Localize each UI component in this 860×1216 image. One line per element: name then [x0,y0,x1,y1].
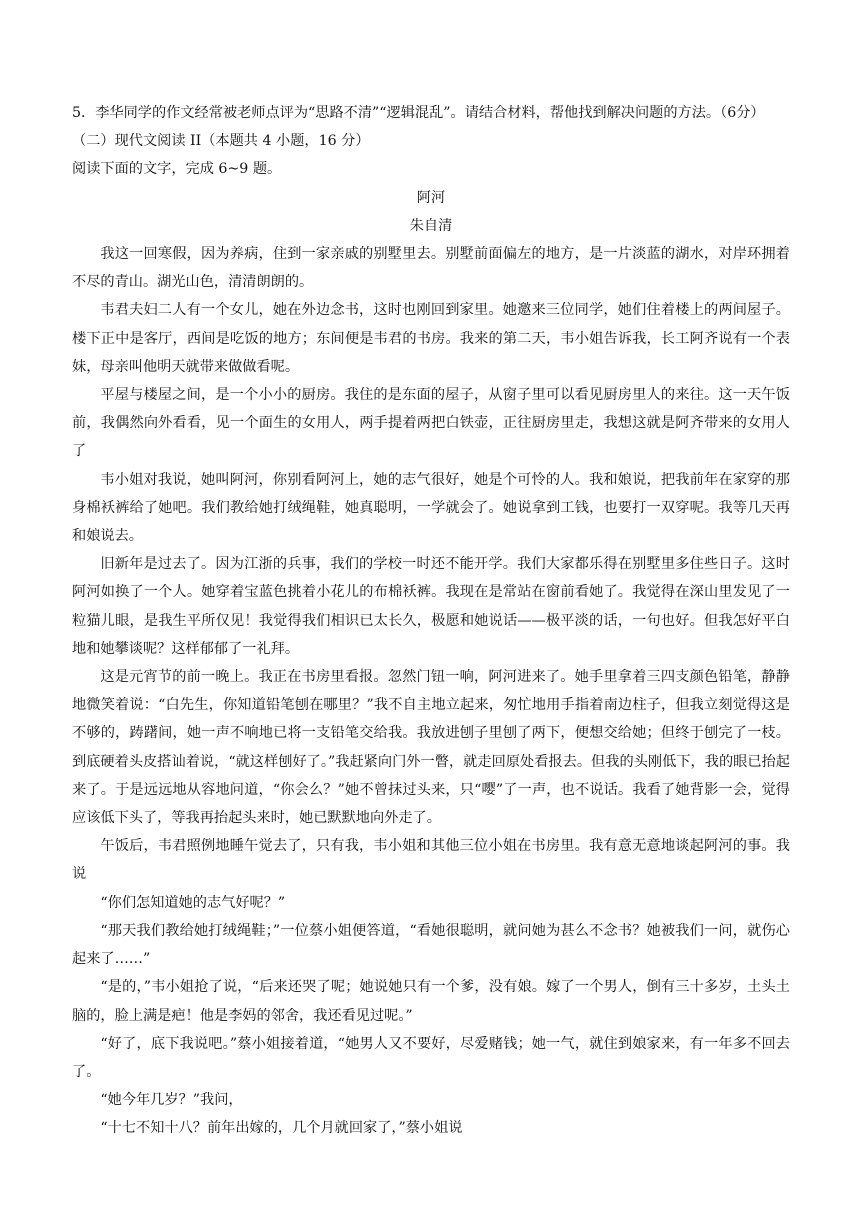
dialogue-line: “十七不知十八？前年出嫁的，几个月就回家了，”蔡小姐说 [100,1120,463,1137]
article-author: 朱自清 [409,217,453,234]
article-paragraph: 平屋与楼屋之间，是一个小小的厨房。我住的是东面的屋子，从窗子里可以看见厨房里人的来往。这一天午饭前，我偶然向外看看，见一个面生的女用人，两手提着两把白铁壶，正往厨房里走，我想这就是阿齐带来的女用人了 [72,387,790,460]
dialogue-line: “好了，底下我说吧。”蔡小姐接着道，“她男人又不要好，尽爱赌钱；她一气，就住到娘家来，有一年多不回去了。 [72,1035,790,1080]
article-paragraph: 韦君夫妇二人有一个女儿，她在外边念书，这时也刚回到家里。她邀来三位同学，她们住着楼上的两间屋子。楼下正中是客厅，西间是吃饭的地方；东间便是韦君的书房。我来的第二天，韦小姐告诉我，长工阿齐说有一个表妹，母亲叫他明天就带来做做看呢。 [72,302,790,375]
article-paragraph: 这是元宵节的前一晚上。我正在书房里看报。忽然门钮一响，阿河进来了。她手里拿着三四支颜色铅笔，静静地微笑着说：“白先生，你知道铅笔刨在哪里？”我不自主地立起来，匆忙地用手指着南边柱子，但我立刻觉得这是不够的，踌躇间，她一声不响地已将一支铅笔交给我。我放进刨子里刨了两下，便想交给她；但终于刨完了一枝。到底硬着头皮搭讪着说，“就这样刨好了。”我赶紧向门外一瞥，就走回原处看报去。但我的头刚低下，我的眼已抬起来了。于是远远地从容地问道，“你会么？”她不曾抹过头来，只“嘤”了一声，也不说话。我看了她背影一会，觉得应该低下头了，等我再抬起头来时，她已默默地向外走了。 [72,669,790,827]
document-page [72,99,790,1143]
article-paragraph: 旧新年是过去了。因为江浙的兵事，我们的学校一时还不能开学。我们大家都乐得在别墅里多住些日子。这时阿河如换了一个人。她穿着宝蓝色挑着小花儿的布棉袄裤。我现在是常站在窗前看她了。我觉得在深山里发见了一粒猫儿眼，是我生平所仅见！我觉得我们相识已太长久，极愿和她说话——极平淡的话，一句也好。但我怎好平白地和她攀谈呢？这样郁郁了一礼拜。 [72,556,790,657]
dialogue-line: “你们怎知道她的志气好呢？” [100,894,286,911]
article-paragraph: 我这一回寒假，因为养病，住到一家亲戚的别墅里去。别墅前面偏左的地方，是一片淡蓝的湖水，对岸环拥着不尽的青山。湖光山色，清清朗朗的。 [72,246,790,291]
dialogue-line: “她今年几岁？”我问， [100,1092,243,1109]
question-5: 5．李华同学的作文经常被老师点评为“思路不清”“逻辑混乱”。请结合材料，帮他找到解决问题的方法。（6分） [72,105,765,121]
article-paragraph: 韦小姐对我说，她叫阿河，你别看阿河上，她的志气很好，她是个可怜的人。我和娘说，把我前年在家穿的那身棉袄裤给了她吧。我们教给她打绒绳鞋，她真聪明，一学就会了。她说拿到工钱，也要打一双穿呢。我等几天再和娘说去。 [72,471,790,545]
reading-instruction: 阅读下面的文字，完成 6~9 题。 [72,161,282,178]
article-title: 阿河 [416,189,446,206]
section-heading: （二）现代文阅读 II（本题共 4 小题，16 分） [72,133,370,150]
article-paragraph: 午饭后，韦君照例地睡午觉去了，只有我，韦小姐和其他三位小姐在书房里。我有意无意地谈起阿河的事。我说 [72,838,790,883]
dialogue-line: “是的，”韦小姐抢了说，“后来还哭了呢；她说她只有一个爹，没有娘。嫁了一个男人，倒有三十多岁，土头土脑的，脸上满是疤！他是李妈的邻舍，我还看见过呢。” [72,979,790,1024]
dialogue-line: “那天我们教给她打绒绳鞋；”一位蔡小姐便答道，“看她很聪明，就问她为甚么不念书？她被我们一问，就伤心起来了……” [72,922,790,968]
